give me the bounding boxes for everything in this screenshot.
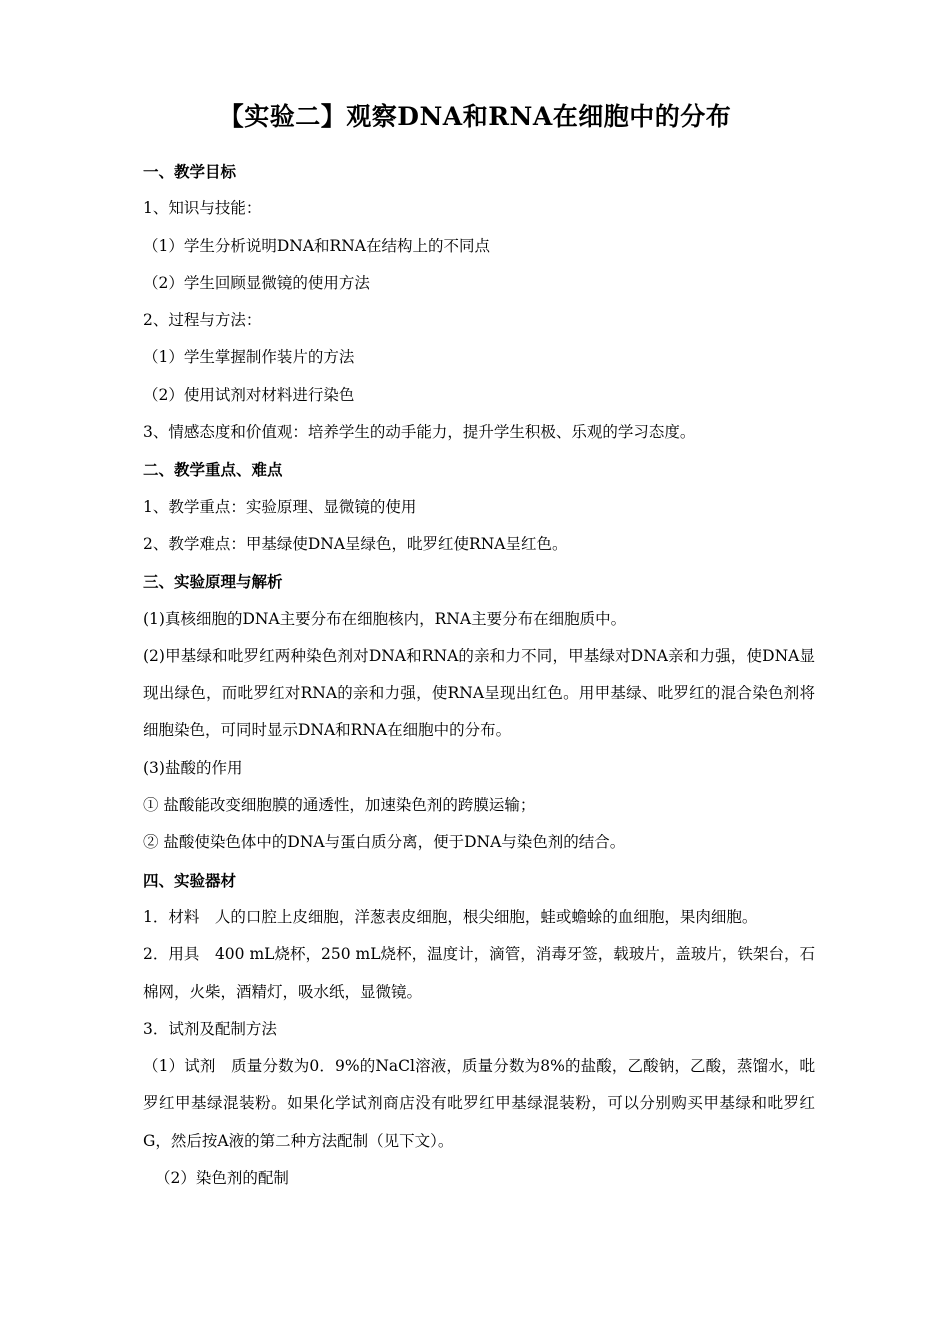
paragraph: 1、教学重点：实验原理、显微镜的使用	[143, 497, 417, 516]
paragraph: (1)真核细胞的DNA主要分布在细胞核内，RNA主要分布在细胞质中。	[143, 609, 627, 628]
paragraph: (2)甲基绿和吡罗红两种染色剂对DNA和RNA的亲和力不同，甲基绿对DNA亲和力强，使DNA显现出绿色，而吡罗红对RNA的亲和力强，使RNA呈现出红色。用甲基绿、吡罗红的混合染色剂将细胞染色，可同时显示DNA和RNA在细胞中的分布。	[143, 646, 815, 740]
paragraph: 3．试剂及配制方法	[143, 1019, 277, 1038]
paragraph: （2）使用试剂对材料进行染色	[143, 385, 355, 404]
section-heading-key-points: 二、教学重点、难点	[143, 460, 283, 480]
paragraph: 2．用具 400 mL烧杯，250 mL烧杯，温度计，滴管，消毒牙签，载玻片，盖玻片，铁架台，石棉网，火柴，酒精灯，吸水纸，显微镜。	[143, 945, 815, 1001]
paragraph: （1）试剂 质量分数为0．9%的NaCl溶液，质量分数为8%的盐酸，乙酸钠，乙酸，蒸馏水，吡罗红甲基绿混装粉。如果化学试剂商店没有吡罗红甲基绿混装粉，可以分别购买甲基绿和吡罗红G，然后按A液的第二种方法配制（见下文）。	[143, 1057, 815, 1150]
paragraph: (3)盐酸的作用	[143, 758, 243, 777]
paragraph: 2、过程与方法：	[143, 311, 262, 330]
section-heading-teaching-goals: 一、教学目标	[143, 162, 237, 181]
document-body	[143, 153, 815, 1197]
section-heading-principles: 三、实验原理与解析	[143, 572, 283, 592]
paragraph: 3、情感态度和价值观：培养学生的动手能力，提升学生积极、乐观的学习态度。	[143, 423, 696, 442]
paragraph: （2）染色剂的配制	[155, 1169, 289, 1188]
list-item: ② 盐酸使染色体中的DNA与蛋白质分离，便于DNA与染色剂的结合。	[143, 833, 626, 852]
paragraph: （1）学生分析说明DNA和RNA在结构上的不同点	[143, 236, 490, 255]
paragraph: （1）学生掌握制作装片的方法	[143, 348, 355, 367]
section-heading-materials: 四、实验器材	[143, 870, 237, 890]
paragraph: 1、知识与技能：	[143, 199, 262, 218]
paragraph: 2、教学难点：甲基绿使DNA呈绿色，吡罗红使RNA呈红色。	[143, 534, 568, 553]
document-title: 【实验二】观察DNA和RNA在细胞中的分布	[218, 102, 732, 131]
paragraph: （2）学生回顾显微镜的使用方法	[143, 273, 370, 292]
paragraph: 1．材料 人的口腔上皮细胞，洋葱表皮细胞，根尖细胞，蛙或蟾蜍的血细胞，果肉细胞。	[143, 907, 758, 926]
list-item: ① 盐酸能改变细胞膜的通透性，加速染色剂的跨膜运输；	[143, 796, 536, 815]
